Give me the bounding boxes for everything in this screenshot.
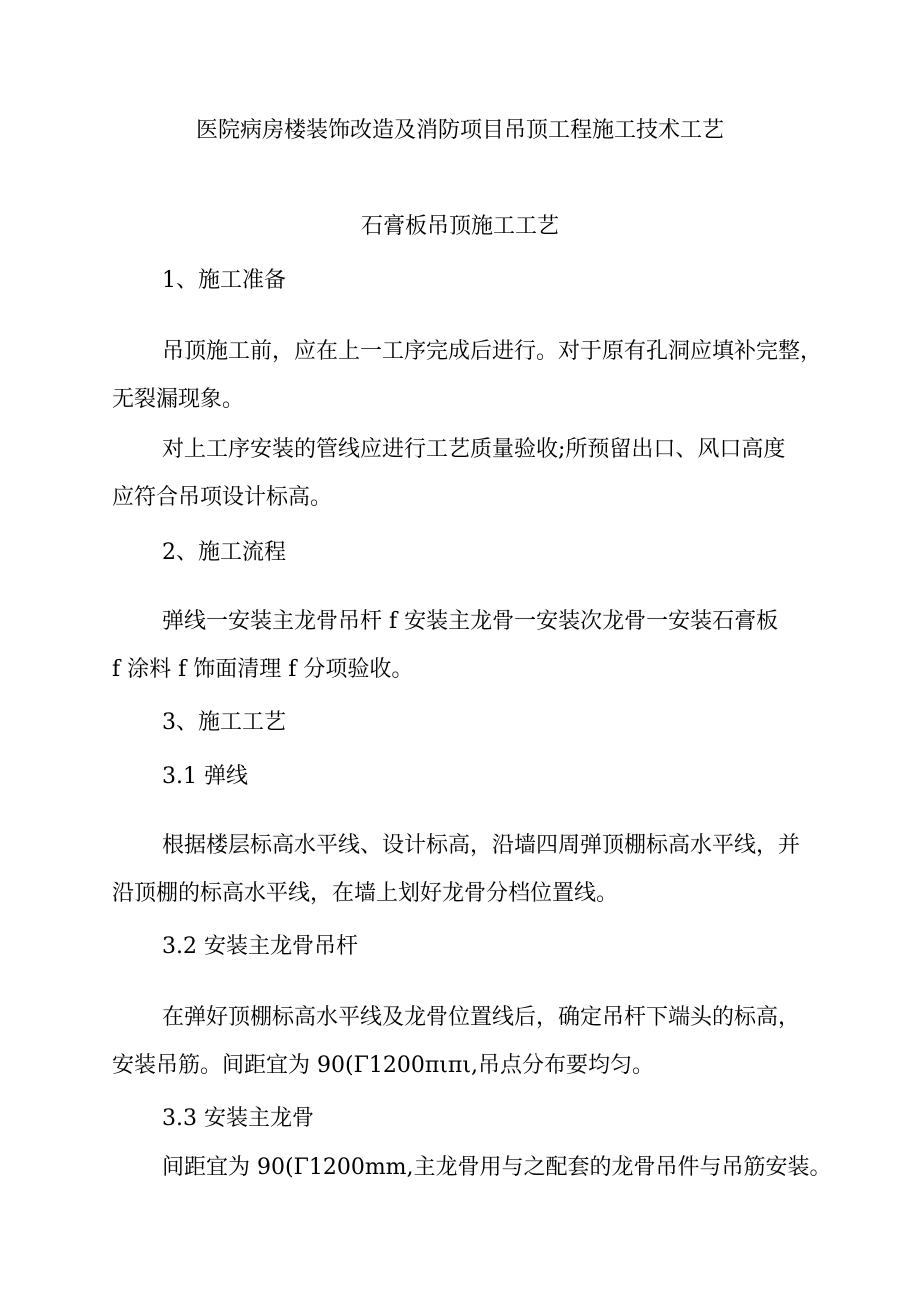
section-heading-1: 1、施工准备 bbox=[162, 268, 286, 293]
paragraph-1-1 bbox=[112, 328, 832, 424]
paragraph-2-1 bbox=[112, 598, 832, 694]
paragraph-line: 无裂漏现象。 bbox=[112, 387, 245, 412]
paragraph-line: f 涂料 f 饰面清理 f 分项验收。 bbox=[112, 657, 414, 682]
paragraph-line: 吊顶施工前，应在上一工序完成后进行。对于原有孔洞应填补完整， bbox=[162, 339, 823, 364]
paragraph-line: 弹线一安装主龙骨吊杆 f 安装主龙骨一安装次龙骨一安装石膏板 bbox=[162, 609, 779, 634]
paragraph-line: 安装吊筋。间距宜为 90(Γ1200πιπι,吊点分布要均匀。 bbox=[112, 1053, 654, 1078]
paragraph-3-1 bbox=[112, 822, 832, 918]
paragraph-line: 沿顶棚的标高水平线，在墙上划好龙骨分档位置线。 bbox=[112, 881, 619, 906]
subsection-heading-3-2: 3.2 安装主龙骨吊杆 bbox=[162, 934, 358, 959]
document-subtitle: 石膏板吊顶施工工艺 bbox=[360, 214, 559, 239]
paragraph-line: 间距宜为 90(Γ1200mm,主龙骨用与之配套的龙骨吊件与吊筋安装。 bbox=[162, 1155, 832, 1180]
section-heading-3: 3、施工工艺 bbox=[162, 710, 286, 735]
paragraph-line: 根据楼层标高水平线、设计标高，沿墙四周弹顶棚标高水平线，并 bbox=[162, 833, 801, 858]
paragraph-3-2 bbox=[112, 994, 832, 1090]
subsection-heading-3-3: 3.3 安装主龙骨 bbox=[162, 1106, 314, 1131]
paragraph-3-3 bbox=[112, 1144, 832, 1192]
paragraph-1-2 bbox=[112, 426, 832, 522]
section-heading-2: 2、施工流程 bbox=[162, 540, 286, 565]
document-title: 医院病房楼装饰改造及消防项目吊顶工程施工技术工艺 bbox=[195, 118, 724, 143]
paragraph-line: 在弹好顶棚标高水平线及龙骨位置线后，确定吊杆下端头的标高， bbox=[162, 1005, 801, 1030]
subsection-heading-3-1: 3.1 弹线 bbox=[162, 764, 248, 789]
paragraph-line: 应符合吊项设计标高。 bbox=[112, 485, 333, 510]
paragraph-line: 对上工序安装的管线应进行工艺质量验收;所预留出口、风口高度 bbox=[162, 437, 786, 462]
